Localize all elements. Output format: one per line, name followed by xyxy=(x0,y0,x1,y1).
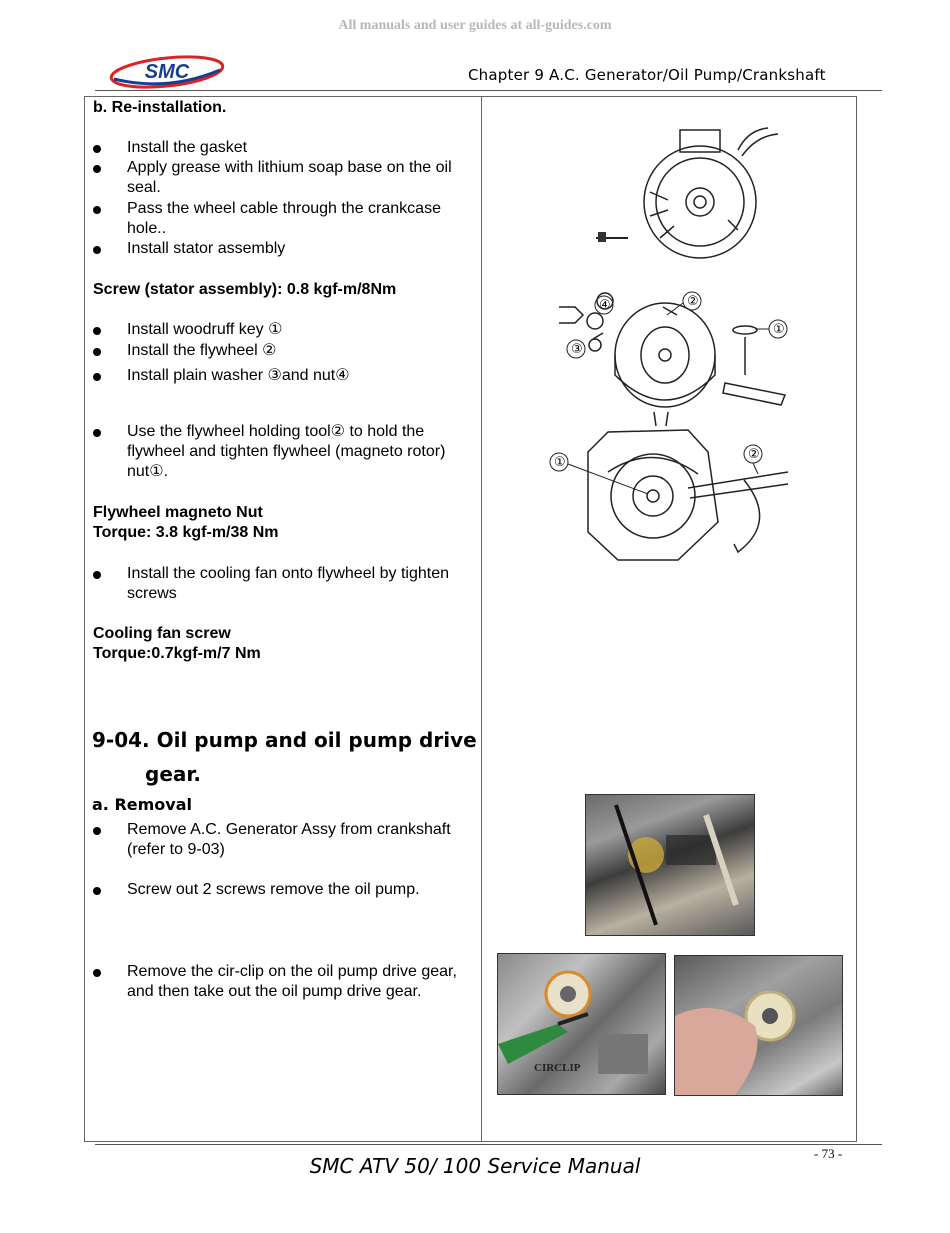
removal-title: a. Removal xyxy=(92,795,192,814)
bullet-icon xyxy=(93,373,101,381)
bullet-icon xyxy=(93,571,101,579)
spec-cooling-fan-torque: Torque:0.7kgf-m/7 Nm xyxy=(93,645,261,662)
callout-4: ④ xyxy=(599,298,611,313)
photo-detail xyxy=(675,956,842,1095)
page-number: - 73 - xyxy=(814,1146,843,1161)
circlip-label: CIRCLIP xyxy=(534,1062,581,1074)
bullet-icon xyxy=(93,429,101,437)
section-title: 9-04. Oil pump and oil pump drive xyxy=(92,728,477,752)
spec-stator-screw: Screw (stator assembly): 0.8 kgf-m/8Nm xyxy=(93,281,397,298)
manual-title: SMC ATV 50/ 100 Service Manual xyxy=(309,1154,641,1178)
chapter-title: Chapter 9 A.C. Generator/Oil Pump/Crankshaft xyxy=(468,66,826,84)
bullet-icon xyxy=(93,327,101,335)
drive-gear-photo xyxy=(674,955,843,1096)
spec-cooling-fan-label: Cooling fan screw xyxy=(93,625,231,642)
section-title-cont: gear. xyxy=(145,762,201,786)
photo-detail xyxy=(586,795,754,935)
photo-detail xyxy=(498,954,665,1094)
callout-1: ① xyxy=(773,322,785,337)
bullet-icon xyxy=(93,206,101,214)
reinstall-title: b. Re-installation. xyxy=(93,99,227,116)
stator-illustration xyxy=(588,120,788,260)
footer-divider xyxy=(95,1144,882,1145)
bullet-icon xyxy=(93,887,101,895)
bullet-icon xyxy=(93,827,101,835)
bullet-icon xyxy=(93,348,101,356)
callout-2: ② xyxy=(687,294,699,309)
bullet-icon xyxy=(93,165,101,173)
bullet-icon xyxy=(93,969,101,977)
column-divider xyxy=(481,96,482,1142)
callout-1b: ① xyxy=(554,455,566,470)
header-divider xyxy=(95,90,882,91)
logo-text: SMC xyxy=(144,61,190,83)
spec-flywheel-nut-torque: Torque: 3.8 kgf-m/38 Nm xyxy=(93,524,279,541)
watermark: All manuals and user guides at all-guides.com xyxy=(338,18,612,33)
holding-tool-illustration xyxy=(548,412,793,572)
circlip-photo xyxy=(497,953,666,1095)
callout-3: ③ xyxy=(571,342,583,357)
oil-pump-photo xyxy=(585,794,755,936)
flywheel-illustration xyxy=(555,285,800,420)
bullet-icon xyxy=(93,246,101,254)
bullet-icon xyxy=(93,145,101,153)
spec-flywheel-nut-label: Flywheel magneto Nut xyxy=(93,504,263,521)
callout-2b: ② xyxy=(748,447,760,462)
smc-logo xyxy=(108,52,226,92)
